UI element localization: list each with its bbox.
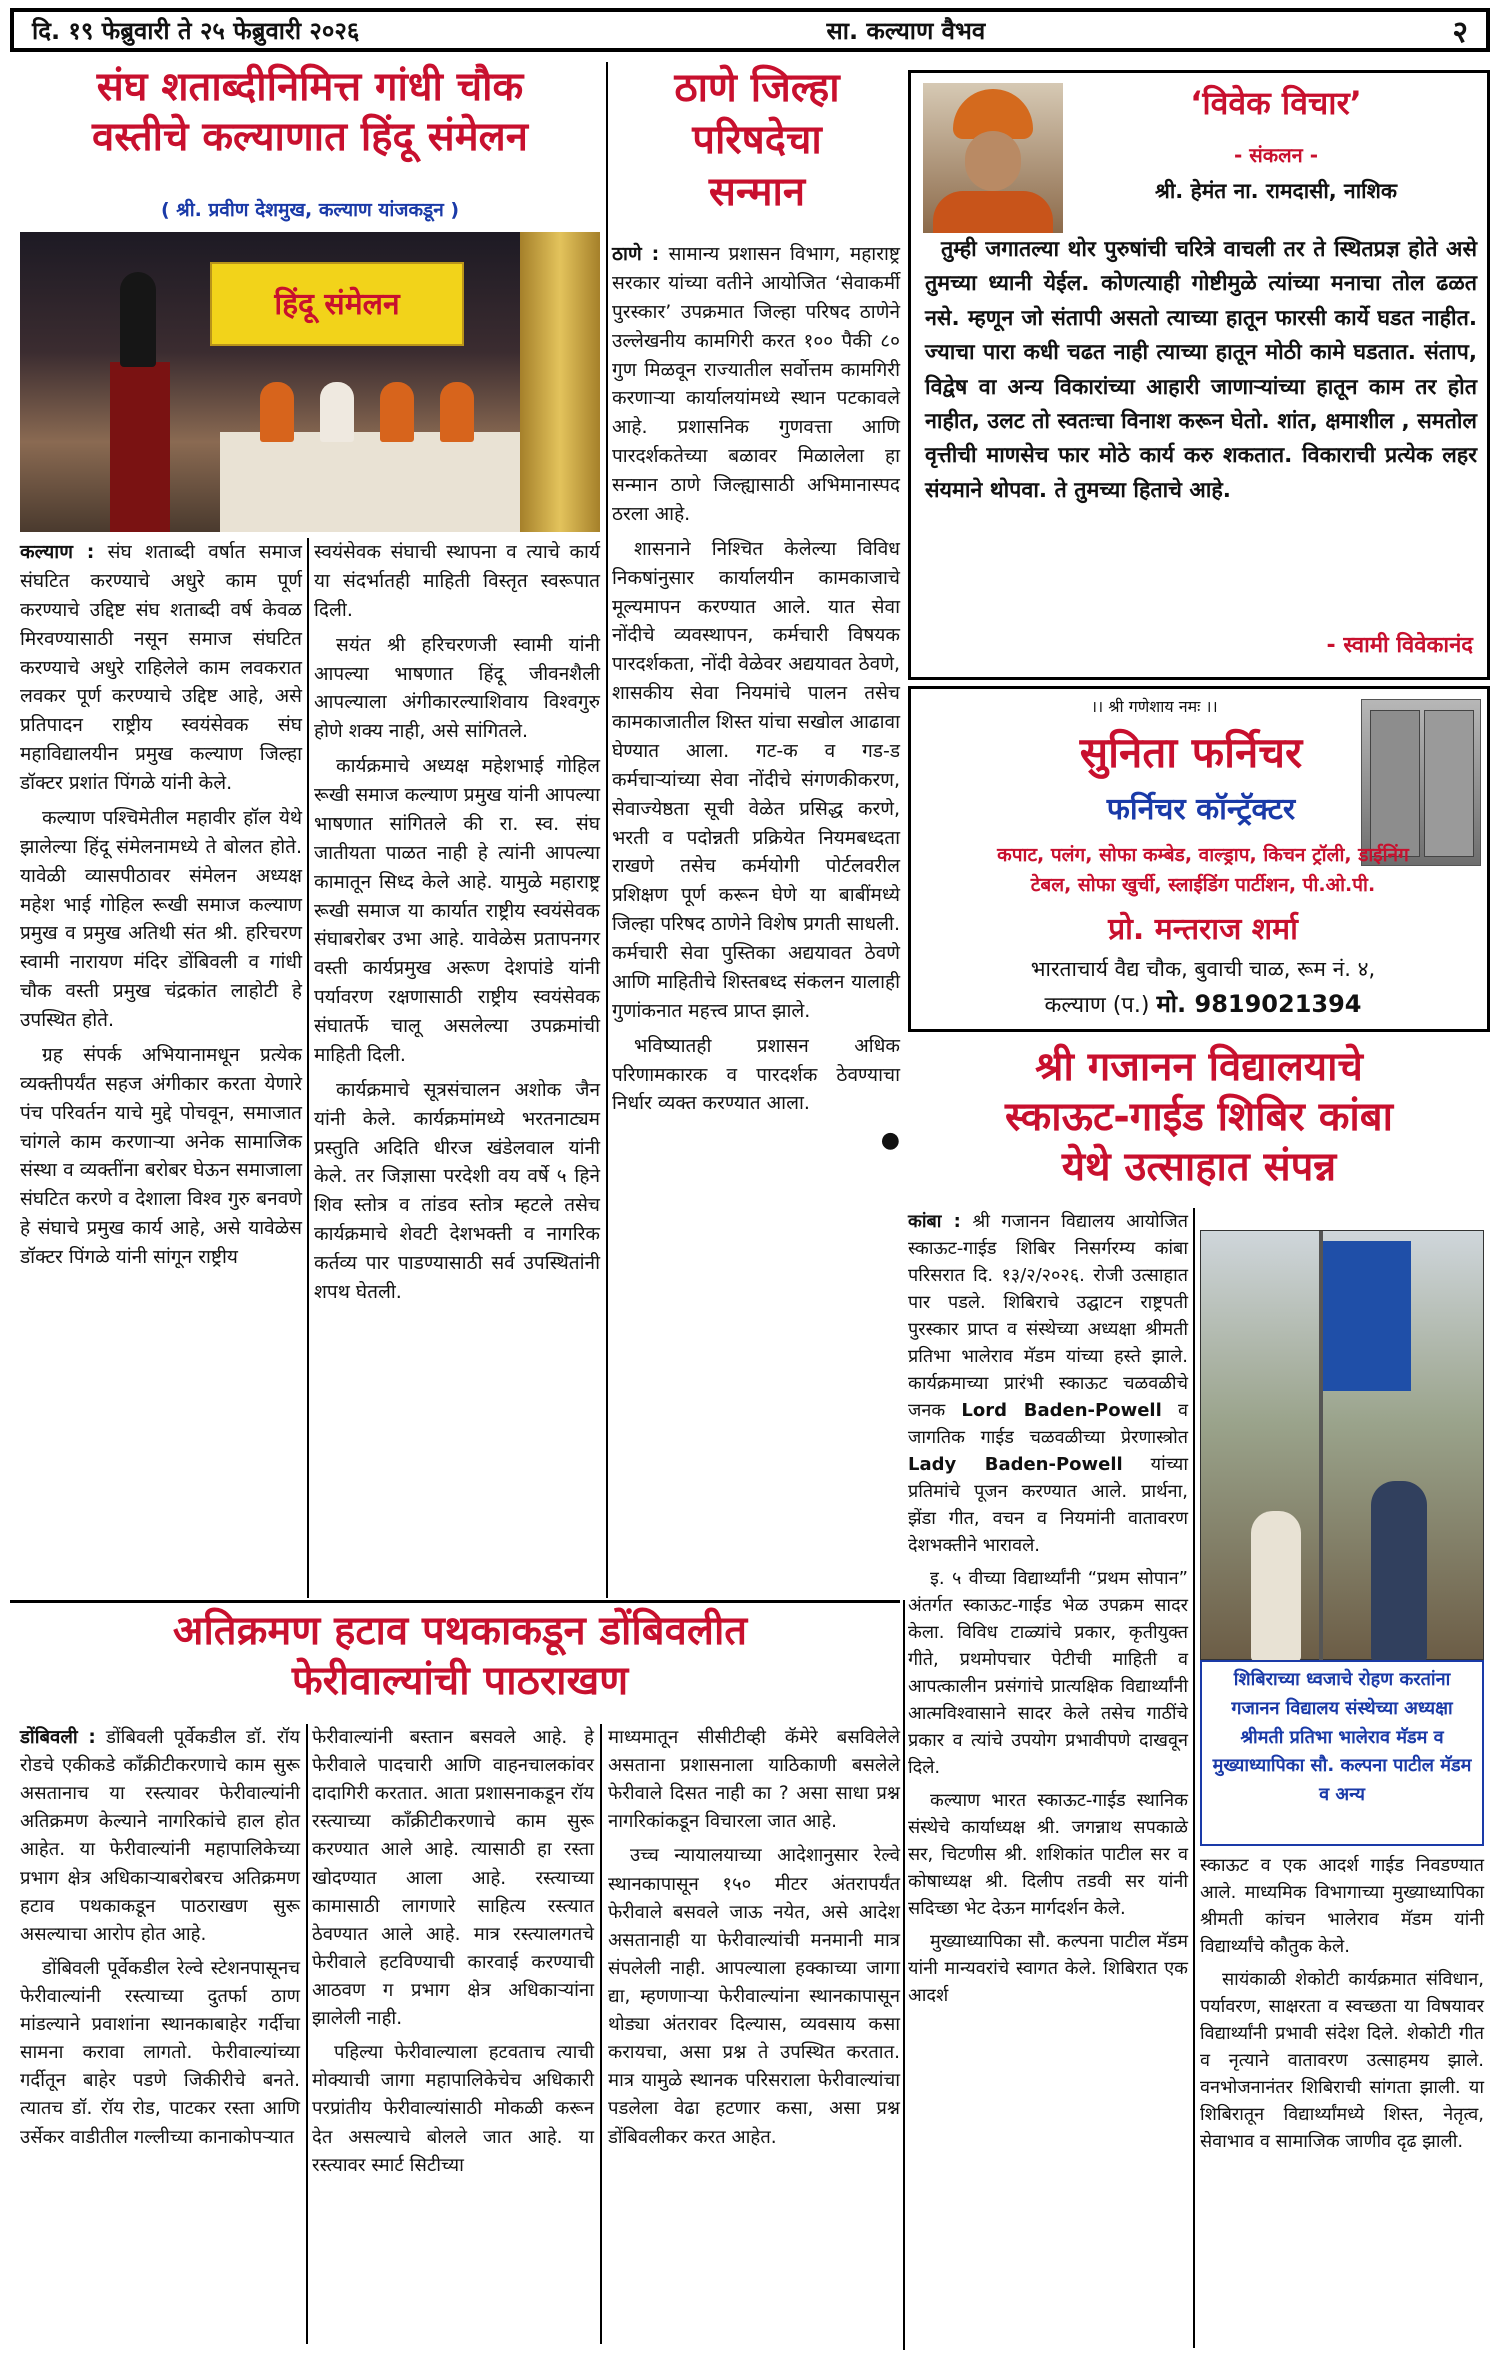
vivek-author: - स्वामी विवेकानंद [1326,633,1473,658]
column-divider [307,538,309,1598]
guest-4 [440,382,474,442]
article4-col1: डोंबिवली : डोंबिवली पूर्वेकडील डॉ. रॉय रोडचे एकीकडे काँक्रीटीकरणाचे काम सुरू असतानाच या रस्त्यावर फेरीवाल्यांनी अतिक्रमण केल्याने नागरिकांचे हाल होत आहेत. या फेरीवाल्यांनी महापालिकेच्या प्रभाग क्षेत्र अधिकाऱ्याबरोबरच अतिक्रमण हटाव पथकाकडून पाठराखण सुरू असल्याचा आरोप होत आहे. डोंबिवली पूर्वेकडील रेल्वे स्टेशनपासूनच फेरीवाल्यांनी रस्त्याच्या दुतर्फा ठाण मांडल्याने प्रवाशांना स्थानकाबाहेर गर्दीचा सामना करावा लागतो. फेरीवाल्यांच्या गर्दीतून बाहेर पडणे जिकीरीचे बनते. त्यातच डॉ. रॉय रोड, पाटकर रस्ता आणि उर्सेकर वाडीतील गल्लीच्या कानाकोपऱ्यात [20,1727,301,2148]
article3-headline: श्री गजानन विद्यालयाचे स्काऊट-गाईड शिबिर कांबा येथे उत्साहात संपन्न [1005,1044,1393,1190]
vivekananda-portrait [923,83,1063,233]
speaker-podium [110,362,170,532]
vivek-compiled: - संकलन - [1233,143,1319,167]
column-divider [306,1724,308,2344]
ad-mantra: ।। श्री गणेशाय नमः ।। [1091,697,1218,716]
guest-3 [380,382,414,442]
article2-body: ठाणे : सामान्य प्रशासन विभाग, महाराष्ट्र सरकार यांच्या वतीने आयोजित ‘सेवाकर्मी पुरस्कार’ उपक्रमात जिल्हा परिषद ठाणेने उल्लेखनीय कामगिरी करत १०० पैकी ८० गुण मिळवून राज्यातील सर्वोत्तम कामगिरी करणाऱ्या कार्यालयांमध्ये स्थान पटकावले आहे. प्रशासनिक गुणवत्ता आणि पारदर्शकतेच्या बळावर मिळालेला हा सन्मान ठाणे जिल्ह्यासाठी अभिमानास्पद ठरला आहे. शासनाने निश्चित केलेल्या विविध निकषांनुसार कार्यालयीन कामकाजाचे मूल्यमापन करण्यात आले. यात सेवा नोंदीचे व्यवस्थापन, कर्मचारी विषयक पारदर्शकता, नोंदी वेळेवर अद्ययावत ठेवणे, शासकीय सेवा नियमांचे पालन तसेच कामकाजातील शिस्त यांचा सखोल आढावा घेण्यात आला. गट-क व गड-ड कर्मचाऱ्यांच्या सेवा नोंदीचे संगणकीकरण, सेवाज्येष्ठता सूची वेळेत प्रसिद्ध करणे, भरती व पदोन्नती प्रक्रियेत नियमबध्दता राखणे तसेच कर्मयोगी पोर्टलवरील प्रशिक्षण पूर्ण करून घेणे या बाबींमध्ये जिल्हा परिषद ठाणेने विशेष प्रगती साधली. कर्मचारी सेवा पुस्तिका अद्ययावत ठेवणे आणि माहितीचे शिस्तबध्द संकलन यालाही गुणांकनात महत्त्व प्राप्त झाले. भविष्यातही प्रशासन अधिक परिणामकारक व पारदर्शक ठेवण्याचा निर्धार व्यक्त करण्यात आला. ● [612,243,900,1154]
face [965,131,1021,191]
ad-subtitle: फर्निचर कॉन्ट्रॅक्टर [1106,792,1296,827]
wardrobe-door [1424,710,1474,857]
stage-table [220,432,550,532]
article3-photo [1200,1230,1484,1660]
page-number: २ [1452,14,1468,50]
guest-2 [320,382,354,442]
section-divider [10,1600,900,1603]
vivek-compiler: श्री. हेमंत ना. रामदासी, नाशिक [1154,179,1397,203]
article1-headline: संघ शताब्दीनिमित्त गांधी चौक वस्तीचे कल्याणात हिंदू संमेलन [92,64,528,160]
furniture-ad [908,686,1490,1032]
ad-items-1: कपाट, पलंग, सोफा कम्बेड, वाल्ड्राप, किचन ट्रॉली, डाईनिंग [997,844,1409,866]
ad-name: सुनिता फर्निचर [1079,728,1303,777]
column-divider [600,1724,602,2344]
banner: हिंदू संमेलन [210,262,464,346]
speaker [120,272,156,367]
vivek-title: ‘विवेक विचार’ [1190,84,1362,122]
wardrobe-door [1370,710,1420,857]
page-header [10,8,1490,52]
robe [933,191,1053,233]
article1-photo [20,232,600,532]
guest-1 [260,382,294,442]
column-divider [1193,1208,1195,2348]
article4-col3: माध्यमातून सीसीटीव्ही कॅमेरे बसविलेले असताना प्रशासनाला याठिकाणी बसलेले फेरीवाले दिसत नाही का ? असा साधा प्रश्न नागरिकांकडून विचारला जात आहे. उच्च न्यायालयाच्या आदेशानुसार रेल्वे स्थानकापासून १५० मीटर अंतरापर्यंत फेरीवाले बसवले जाऊ नयेत, असे आदेश असतानाही या फेरीवाल्यांची मनमानी मात्र संपलेली नाही. आपल्याला हक्काच्या जागा द्या, म्हणणाऱ्या फेरीवाल्यांना स्थानकापासून थोड्या अंतरावर दिल्यास, व्यवसाय कसा करायचा, असा प्रश्न ते उपस्थित करतात. मात्र यामुळे स्थानक परिसराला फेरीवाल्यांचा पडलेला वेढा हटणार कसा, असा प्रश्न डोंबिवलीकर करत आहेत. [608,1727,900,2148]
column-divider [903,1600,905,2350]
vivek-text: तुम्ही जगातल्या थोर पुरुषांची चरित्रे वाचली तर ते स्थितप्रज्ञ होते असे तुमच्या ध्यानी येईल. कोणत्याही गोष्टीमुळे त्यांच्या मनाचा तोल ढळत नसे. म्हणून जो संतापी असतो त्याच्या हातून फारसी कार्ये घडत नाहीत. ज्याचा पारा कधी चढत नाही त्याच्या हातून मोठी कामे घडतात. संताप, विद्वेष वा अन्य विकारांच्या आहारी जाणाऱ्यांच्या हातून काम तर होत नाहीत, उलट तो स्वतःचा विनाश करून घेतो. शांत, क्षमाशील , समतोल वृत्तीची माणसेच फार मोठे कार्य करु शकतात. विकाराची प्रत्येक लहर संयमाने थोपवा. ते तुमच्या हिताचे आहे. [925,237,1477,503]
person-2 [1371,1481,1427,1661]
ad-address-line: कल्याण (प.) मो. 9819021394 [1044,990,1362,1018]
ad-items-2: टेबल, सोफा खुर्ची, स्लाईडिंग पार्टीशन, पी.ओ.पी. [1030,874,1376,896]
article2-headline: ठाणे जिल्हा परिषदेचा सन्मान [674,65,840,215]
article1-col2: स्वयंसेवक संघाची स्थापना व त्याचे कार्य या संदर्भातही माहिती विस्तृत स्वरूपात दिली. सयंत श्री हरिचरणजी स्वामी यांनी आपल्या भाषणात हिंदू जीवनशैली आपल्याला अंगीकारल्याशिवाय विश्वगुरु होणे शक्य नाही, असे सांगितले. कार्यक्रमाचे अध्यक्ष महेशभाई गोहिल रूखी समाज कल्याण प्रमुख यांनी आपल्या भाषणात सांगितले की रा. स्व. संघ जातीयता पाळत नाही हे त्यांनी आपल्या कामातून सिध्द केले आहे. यामुळे महाराष्ट्र रूखी समाज या कार्यात राष्ट्रीय स्वयंसेवक संघाबरोबर उभा आहे. यावेळेस प्रतापनगर वस्ती कार्यप्रमुख अरूण देशपांडे यांनी पर्यावरण रक्षणासाठी राष्ट्रीय स्वयंसेवक संघातर्फे चालू असलेल्या उपक्रमांची माहिती दिली. कार्यक्रमाचे सूत्रसंचालन अशोक जैन यांनी केले. कार्यक्रमांमध्ये भरतनाट्यम प्रस्तुति अदिति धीरज खंडेलवाल यांनी केले. तर जिज्ञासा परदेशी वय वर्षे ५ हिने शिव स्तोत्र व तांडव स्तोत्र म्हटले तसेच कार्यक्रमाचे शेवटी देशभक्ती व नागरिक कर्तव्य पार पाडण्यासाठी सर्व उपस्थितांनी शपथ घेतली. [314,541,600,1303]
curtain [520,232,600,532]
ad-address-1: भारताचार्य वैद्य चौक, बुवाची चाळ, रूम नं. ४, [1030,957,1376,981]
article3-caption: शिबिराच्या ध्वजाचे रोहण करतांना गजानन विद्यालय संस्थेच्या अध्यक्षा श्रीमती प्रतिभा भालेराव मॅडम व मुख्याध्यापिका सौ. कल्पना पाटील मॅडम व अन्य [1200,1660,1484,1846]
person-1 [1251,1511,1301,1661]
column-divider [606,62,608,1598]
ad-proprietor: प्रो. मन्तराज शर्मा [1108,912,1298,947]
flag-pole [1319,1231,1323,1661]
article4-headline: अतिक्रमण हटाव पथकाकडून डोंबिवलीत फेरीवाल्यांची पाठराखण [172,1608,748,1704]
article3-col-right: स्काऊट व एक आदर्श गाईड निवडण्यात आले. माध्यमिक विभागाच्या मुख्याध्यापिका श्रीमती कांचन भालेराव मॅडम यांनी विद्यार्थ्यांचे कौतुक केले. सायंकाळी शेकोटी कार्यक्रमात संविधान, पर्यावरण, साक्षरता व स्वच्छता या विषयावर विद्यार्थ्यांनी प्रभावी संदेश दिले. शेकोटी गीत व नृत्याने वातावरण उत्साहमय झाले. वनभोजनानंतर शिबिराची सांगता झाली. या शिबिरातून विद्यार्थ्यांमध्ये शिस्त, नेतृत्व, सेवाभाव व सामाजिक जाणीव दृढ झाली. [1200,1855,1484,2152]
vivek-vichar-box [908,70,1490,680]
article1-col1: कल्याण : संघ शताब्दी वर्षात समाज संघटित करण्याचे अधुरे काम पूर्ण करण्याचे उद्दिष्ट संघ शताब्दी वर्ष केवळ मिरवण्यासाठी नसून समाज संघटित करण्याचे अधुरे राहिलेले काम लवकरात लवकर पूर्ण करण्याचे उद्दिष्ट आहे, असे प्रतिपादन राष्ट्रीय स्वयंसेवक संघ महाविद्यालयीन प्रमुख कल्याण जिल्हा डॉक्टर प्रशांत पिंगळे यांनी केले. कल्याण पश्चिमेतील महावीर हॉल येथे झालेल्या हिंदू संमेलनामध्ये ते बोलत होते. यावेळी व्यासपीठावर संमेलन अध्यक्ष महेश भाई गोहिल रूखी समाज कल्याण प्रमुख व प्रमुख अतिथी संत श्री. हरिचरण स्वामी नारायण मंदिर डोंबिवली व गांधी चौक वस्ती प्रमुख चंद्रकांत लाहोटी हे उपस्थित होते. ग्रह संपर्क अभियानामधून प्रत्येक व्यक्तीपर्यंत सहज अंगीकार करता येणारे पंच परिवर्तन याचे मुद्दे पोचवून, समाजात चांगले काम करणाऱ्या अनेक सामाजिक संस्था व व्यक्तींना बरोबर घेऊन समाजाला संघटित करणे व देशाला विश्व गुरु बनवणे हे संघाचे प्रमुख कार्य आहे, असे यावेळेस डॉक्टर पिंगळे यांनी सांगून राष्ट्रीय [20,541,302,1268]
end-mark-icon: ● [880,1128,900,1154]
article1-byline: ( श्री. प्रवीण देशमुख, कल्याण यांजकडून ) [160,199,460,221]
issue-date: दि. १९ फेब्रुवारी ते २५ फेब्रुवारी २०२६ [32,16,360,45]
flag [1321,1241,1411,1391]
article4-col2: फेरीवाल्यांनी बस्तान बसवले आहे. हे फेरीवाले पादचारी आणि वाहनचालकांवर दादागिरी करतात. आता प्रशासनाकडून रॉय रस्त्याच्या काँक्रीटीकरणाचे काम सुरू करण्यात आले आहे. त्यासाठी हा रस्ता खोदण्यात आला आहे. रस्त्याच्या कामासाठी लागणारे साहित्य रस्त्यात ठेवण्यात आले आहे. मात्र रस्त्यालगतचे फेरीवाले हटविण्याची कारवाई करण्याची आठवण ग प्रभाग क्षेत्र अधिकाऱ्यांना झालेली नाही. पहिल्या फेरीवाल्याला हटवताच त्याची मोक्याची जागा महापालिकेचेच अधिकारी परप्रांतीय फेरीवाल्यांसाठी मोकळी करून देत असल्याचे बोलले जात आहे. या रस्त्यावर स्मार्ट सिटीच्या [312,1727,594,2176]
paper-name: सा. कल्याण वैभव [826,16,986,45]
article3-col-left: कांबा : श्री गजानन विद्यालय आयोजित स्काऊट-गाईड शिबिर निसर्गरम्य कांबा परिसरात दि. १३/२/२०२६. रोजी उत्साहात पार पडले. शिबिराचे उद्घाटन राष्ट्रपती पुरस्कार प्राप्त व संस्थेच्या अध्यक्षा श्रीमती प्रतिभा भालेराव मॅडम यांच्या हस्ते झाले. कार्यक्रमाच्या प्रारंभी स्काऊट चळवळीचे जनक Lord Baden-Powell व जागतिक गाईड चळवळीच्या प्रेरणास्त्रोत Lady Baden-Powell यांच्या प्रतिमांचे पूजन करण्यात आले. प्रार्थना, झेंडा गीत, वचन व नियमांनी वातावरण देशभक्तीने भारावले. इ. ५ वीच्या विद्यार्थ्यांनी “प्रथम सोपान” अंतर्गत स्काऊट-गाईड भेळ उपक्रम सादर केला. विविध टाळ्यांचे प्रकार, कृतीयुक्त गीते, प्रथमोपचार पेटीची माहिती व आपत्कालीन प्रसंगांचे प्रात्यक्षिक विद्यार्थ्यांनी आत्मविश्वासाने सादर केले तसेच गाठींचे प्रकार व त्यांचे उपयोग प्रभावीपणे दाखवून दिले. कल्याण भारत स्काऊट-गाईड स्थानिक संस्थेचे कार्याध्यक्ष श्री. जगन्नाथ सपकाळे सर, चिटणीस श्री. शशिकांत पाटील सर व कोषाध्यक्ष श्री. दिलीप तडवी सर यांनी सदिच्छा भेट देऊन मार्गदर्शन केले. मुख्याध्यापिका सौ. कल्पना पाटील मॅडम यांनी मान्यवरांचे स्वागत केले. शिबिरात एक आदर्श [908,1211,1188,2006]
